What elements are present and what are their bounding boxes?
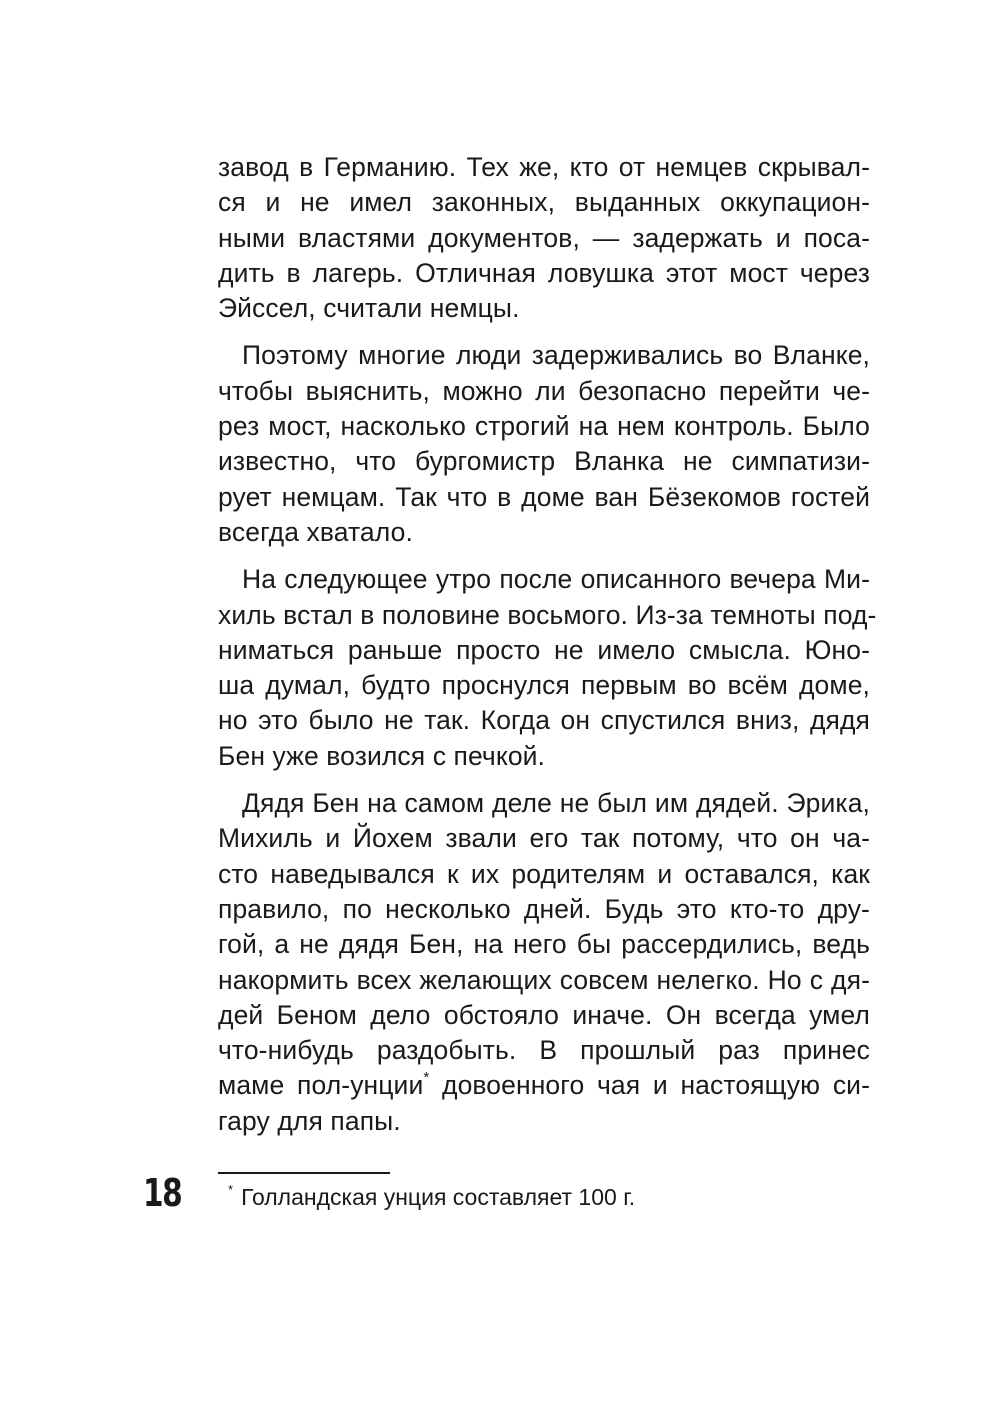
body-text [218,150,877,1151]
text-line: хиль встал в половине восьмого. Из-за темноты под- [218,599,877,630]
paragraph-4 [218,786,870,1139]
footnote-reference: * [423,1069,430,1087]
text-line: что-нибудь раздобыть. В прошлый раз принес [218,1035,870,1066]
text-line: сто наведывался к их родителям и оставался, как [218,858,870,889]
text-line: Поэтому многие люди задерживались во Вланке, [242,340,870,371]
text-line: ся и не имел законных, выданных оккупацион- [218,187,870,218]
page-number: 18 [143,1171,182,1215]
text-line: дить в лагерь. Отличная ловушка этот мост через [218,257,870,288]
text-line: рез мост, насколько строгий на нем контроль. Было [218,411,870,442]
paragraph-1 [218,150,870,326]
text-line: всегда хватало. [218,516,413,547]
paragraph-2 [218,338,870,550]
text-line-with-footnote-ref [218,1068,870,1103]
text-line: ша думал, будто проснулся первым во всём доме, [218,670,870,701]
text-line: дей Беном дело обстояло иначе. Он всегда умел [218,999,870,1030]
text-line: ниматься раньше просто не имело смысла. Юно- [218,634,870,665]
text-line: На следующее утро после описанного вечера Ми- [242,564,870,595]
text-fragment: довоенного чая и настоящую си- [429,1070,870,1101]
text-line: гой, а не дядя Бен, на него бы рассердились, ведь [218,929,870,960]
text-line: ными властями документов, — задержать и поса- [218,222,870,253]
footnote-mark: * [228,1182,234,1197]
footnote [228,1182,636,1212]
text-line: завод в Германию. Тех же, кто от немцев скрывал- [218,152,870,182]
text-line: но это было не так. Когда он спустился вниз, дядя [218,705,870,736]
footnote-text: Голландская унция составляет 100 г. [241,1184,636,1210]
text-line: Дядя Бен на самом деле не был им дядей. Эрика, [242,788,870,819]
text-line: правило, по несколько дней. Будь это кто-то дру- [218,893,870,924]
text-line: Бен уже возился с печкой. [218,740,546,771]
text-line: рует немцам. Так что в доме ван Бёзекомов гостей [218,481,870,512]
text-line: гару для папы. [218,1105,401,1136]
text-line: накормить всех желающих совсем нелегко. Но с дя- [218,964,870,995]
paragraph-3 [218,562,877,774]
text-line: Михиль и Йохем звали его так потому, что он ча- [218,823,870,854]
footnote-divider [218,1172,390,1174]
text-line: Эйссел, считали немцы. [218,293,520,324]
text-fragment: маме пол-унции [218,1070,424,1101]
text-line: известно, что бургомистр Вланка не симпатизи- [218,446,870,477]
text-line: чтобы выяснить, можно ли безопасно перейти че- [218,375,870,406]
